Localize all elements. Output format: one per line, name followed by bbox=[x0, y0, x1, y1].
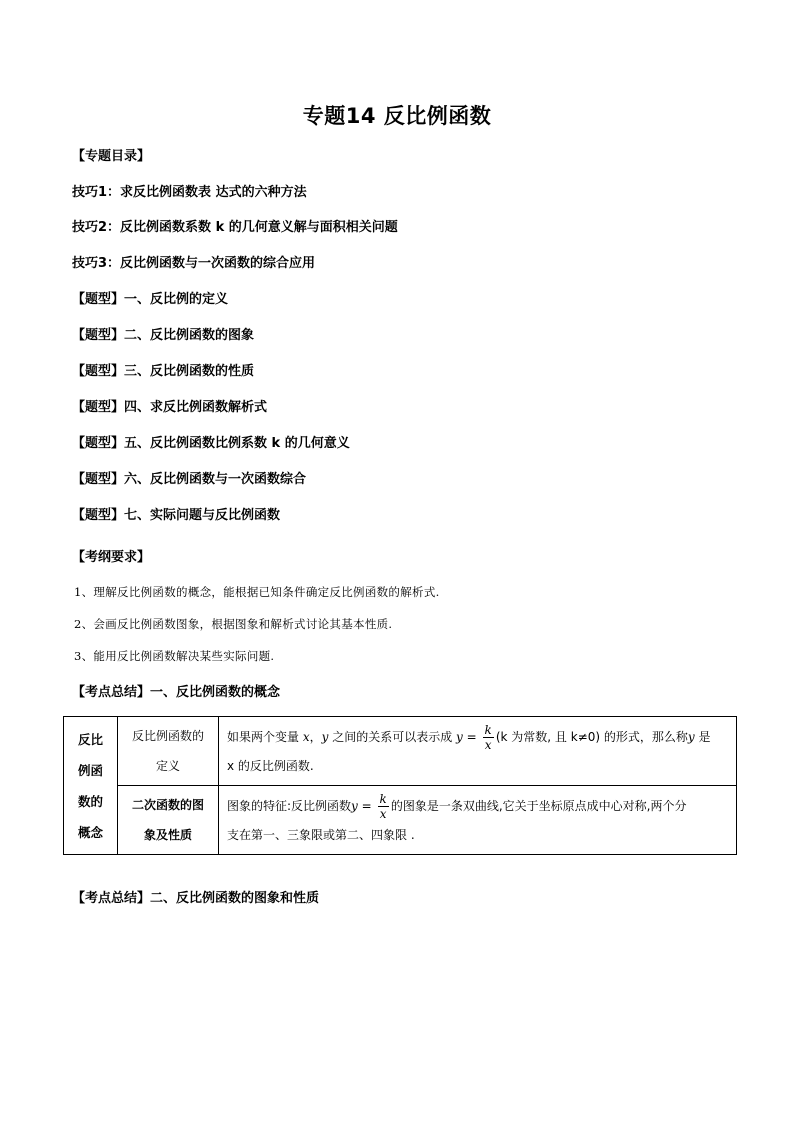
graph-text: 的图象是一条双曲线,它关于坐标原点成中心对称,两个分 bbox=[390, 798, 687, 813]
graph-text: 图象的特征:反比例函数 bbox=[227, 798, 352, 813]
requirement-item: 1、理解反比例函数的概念，能根据已知条件确定反比例函数的解析式. bbox=[74, 585, 440, 599]
formula-lhs: y = bbox=[351, 798, 372, 813]
fraction-denominator: x bbox=[379, 806, 387, 821]
separator: ， bbox=[309, 729, 322, 744]
graph-text: 支在第一、三象限或第二、四象限 . bbox=[227, 827, 415, 842]
toc-item: 技巧3：反比例函数与一次函数的综合应用 bbox=[72, 256, 316, 271]
category-line: 数的 bbox=[77, 793, 103, 809]
label-line: 二次函数的图 bbox=[131, 798, 204, 812]
definition-text: x 的反比例函数. bbox=[227, 758, 314, 773]
table-row bbox=[64, 717, 737, 786]
requirements-header: 【考纲要求】 bbox=[72, 550, 151, 565]
table-row bbox=[64, 786, 737, 855]
toc-header: 【专题目录】 bbox=[72, 149, 151, 164]
label-line: 定义 bbox=[155, 759, 180, 773]
category-line: 反比 bbox=[77, 731, 103, 747]
formula-fraction bbox=[483, 723, 494, 752]
category-line: 概念 bbox=[77, 824, 103, 840]
requirement-item: 2、会画反比例函数图象，根据图象和解析式讨论其基本性质. bbox=[74, 617, 393, 631]
fraction-numerator: k bbox=[379, 791, 387, 806]
definition-label-cell bbox=[118, 717, 219, 786]
definition-text: 如果两个变量 bbox=[227, 729, 303, 744]
definition-text: 之间的关系可以表示成 bbox=[328, 729, 457, 744]
toc-item: 【题型】五、反比例函数比例系数 k 的几何意义 bbox=[72, 436, 350, 451]
toc-item: 技巧2：反比例函数系数 k 的几何意义解与面积相关问题 bbox=[72, 220, 398, 235]
requirement-item: 3、能用反比例函数解决某些实际问题. bbox=[74, 649, 275, 663]
graph-label-cell bbox=[118, 786, 219, 855]
variable-y: y bbox=[687, 729, 695, 744]
variable-x: x bbox=[302, 729, 310, 744]
fraction-numerator: k bbox=[484, 722, 492, 737]
toc-item: 【题型】二、反比例函数的图象 bbox=[72, 328, 255, 343]
formula-fraction bbox=[378, 792, 389, 821]
category-cell bbox=[64, 717, 118, 855]
toc-item: 【题型】三、反比例函数的性质 bbox=[72, 364, 255, 379]
concept-table bbox=[63, 716, 737, 855]
graph-text-cell bbox=[219, 786, 737, 855]
summary-heading: 【考点总结】一、反比例函数的概念 bbox=[72, 685, 281, 700]
category-line: 例函 bbox=[77, 762, 103, 778]
formula-lhs: y = bbox=[456, 729, 477, 744]
label-line: 反比例函数的 bbox=[131, 729, 204, 743]
summary-heading: 【考点总结】二、反比例函数的图象和性质 bbox=[72, 891, 320, 906]
toc-item: 【题型】六、反比例函数与一次函数综合 bbox=[72, 472, 307, 487]
toc-item: 【题型】七、实际问题与反比例函数 bbox=[72, 508, 281, 523]
toc-item: 技巧1：求反比例函数表 达式的六种方法 bbox=[72, 185, 307, 200]
page-title: 专题14 反比例函数 bbox=[302, 104, 492, 128]
definition-text-cell bbox=[219, 717, 737, 786]
toc-item: 【题型】一、反比例的定义 bbox=[72, 292, 229, 307]
toc-item: 【题型】四、求反比例函数解析式 bbox=[72, 400, 268, 415]
definition-condition: (k 为常数, 且 k≠0) 的形式，那么称 bbox=[495, 729, 688, 744]
variable-y: y bbox=[321, 729, 329, 744]
fraction-denominator: x bbox=[484, 737, 492, 752]
label-line: 象及性质 bbox=[143, 828, 192, 842]
definition-text: 是 bbox=[694, 729, 711, 744]
